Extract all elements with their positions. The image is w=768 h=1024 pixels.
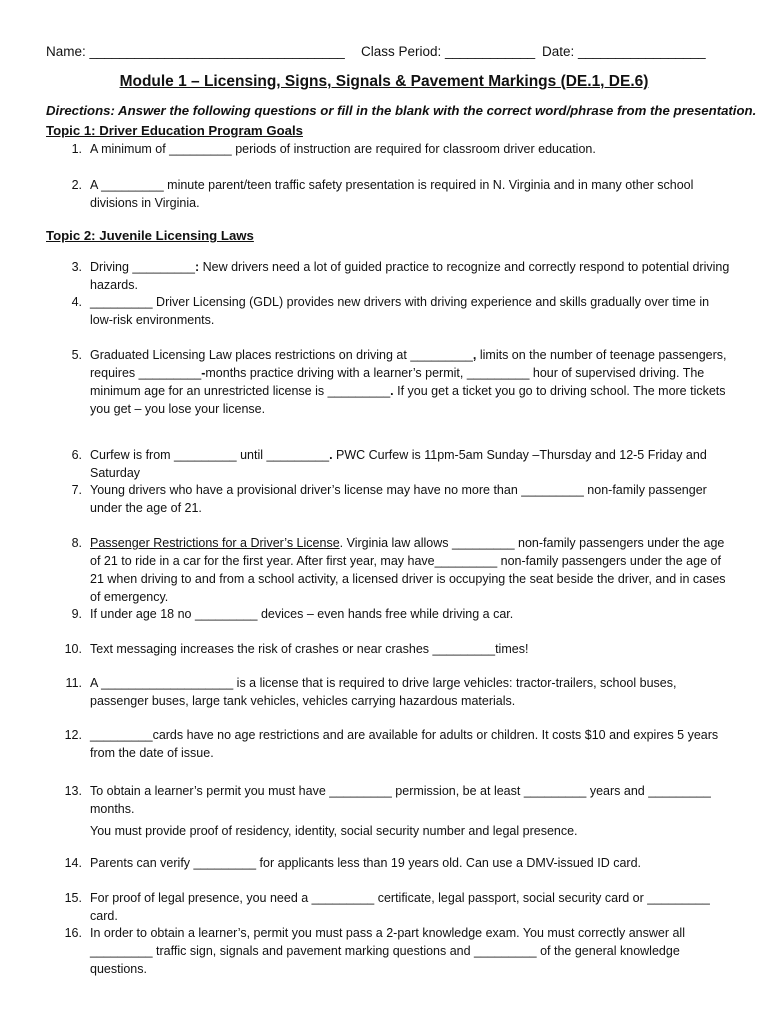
question-11 [60,674,730,710]
question-text-bold: . [390,384,394,398]
topic-1-heading: Topic 1: Driver Education Program Goals [46,123,303,138]
question-number: 16. [64,926,82,940]
question-number: 5. [71,348,82,362]
question-16 [60,924,730,978]
question-12 [60,726,730,762]
question-text [90,446,730,482]
question-14 [60,854,730,872]
page-title: Module 1 – Licensing, Signs, Signals & Pavement Markings (DE.1, DE.6) [119,73,649,90]
question-text-part: Driving _________ [90,260,195,274]
question-text-bold: : [194,260,200,274]
question-text-line-2: You must provide proof of residency, identity, social security number and legal presence. [90,824,578,838]
question-number: 8. [71,536,82,550]
question-text: To obtain a learner’s permit you must have _________ permission, be at least _________ years and _________ months. [90,784,711,816]
question-text-bold: . [329,448,333,462]
question-text: If under age 18 no _________ devices – even hands free while driving a car. [90,607,514,621]
question-9 [60,605,730,623]
question-text-part: Curfew is from _________ until _________ [90,448,330,462]
question-text: Young drivers who have a provisional driver’s license may have no more than _________ non-family passenger under the age of 21. [90,483,707,515]
question-number: 10. [64,642,82,656]
class-period-field: Class Period: ____________ [361,44,536,59]
topic-2-heading: Topic 2: Juvenile Licensing Laws [46,228,254,243]
question-text: A _________ minute parent/teen traffic safety presentation is required in N. Virginia and in many other school divisions in Virginia. [90,178,694,210]
question-13 [60,782,730,840]
question-6 [60,446,730,482]
question-number: 15. [64,891,82,905]
question-text-part: . Virginia law allows _________ non-family passengers under the age of 21 to ride in a car for the first year. After first year, may have_________ non-family passengers under the age of 21 when driving to and from a school activity, a licensed driver is occupying the seat beside the driver, and in cases of emergency. [90,536,726,604]
question-text-part: limits on the number of teenage passengers, requires _________ [90,348,727,380]
question-text [90,346,730,418]
question-text-part: months practice driving with a learner’s permit, _________ hour of supervised driving. The minimum age for an unrestricted license is _________ [90,366,705,398]
question-text: A minimum of _________ periods of instruction are required for classroom driver education. [90,142,596,156]
question-number: 3. [71,260,82,274]
question-text-bold: , [472,348,477,362]
question-4 [60,293,730,329]
question-3 [60,258,730,294]
question-text-part: PWC Curfew is 11pm-5am Sunday –Thursday and 12-5 Friday and Saturday [90,448,707,480]
question-number: 12. [64,728,82,742]
question-number: 11. [65,676,82,690]
question-1 [60,140,730,158]
date-field: Date: _________________ [542,44,706,59]
directions: Directions: Answer the following questions or fill in the blank with the correct word/phrase from the presentation. [46,103,757,118]
question-7 [60,481,730,517]
question-text-underlined: Passenger Restrictions for a Driver’s License [90,536,340,550]
question-8 [60,534,730,606]
question-15 [60,889,730,925]
question-text: A ___________________ is a license that is required to drive large vehicles: tractor-trailers, school buses, passenger buses, large tank vehicles, vehicles carrying hazardous materials. [90,676,677,708]
question-number: 1. [71,142,82,156]
question-5 [60,346,730,418]
question-text [90,258,730,294]
question-10 [60,640,730,658]
name-field: Name: __________________________________ [46,44,345,59]
question-number: 13. [64,784,82,798]
question-number: 9. [71,607,82,621]
question-text [90,534,730,606]
question-text: In order to obtain a learner’s, permit you must pass a 2-part knowledge exam. You must correctly answer all _________ traffic sign, signals and pavement marking questions and _________ of the general knowledge questions. [90,926,685,976]
question-number: 2. [71,178,82,192]
question-number: 7. [71,483,82,497]
question-text-part: If you get a ticket you go to driving school. The more tickets you get – you lose your license. [90,384,726,416]
question-text: Text messaging increases the risk of crashes or near crashes _________times! [90,642,529,656]
question-number: 4. [71,295,82,309]
question-text-part: Graduated Licensing Law places restrictions on driving at _________ [90,348,473,362]
question-text: Parents can verify _________ for applicants less than 19 years old. Can use a DMV-issued ID card. [90,856,641,870]
question-text-bold: - [201,366,206,380]
question-number: 6. [71,448,82,462]
question-2 [60,176,730,212]
question-number: 14. [64,856,82,870]
question-text: _________ Driver Licensing (GDL) provides new drivers with driving experience and skills gradually over time in low-risk environments. [90,295,710,327]
question-text-part: New drivers need a lot of guided practice to recognize and correctly respond to potential driving hazards. [90,260,730,292]
question-text: _________cards have no age restrictions and are available for adults or children. It costs $10 and expires 5 years from the date of issue. [90,728,719,760]
question-text: For proof of legal presence, you need a _________ certificate, legal passport, social security card or _________ card. [90,891,710,923]
